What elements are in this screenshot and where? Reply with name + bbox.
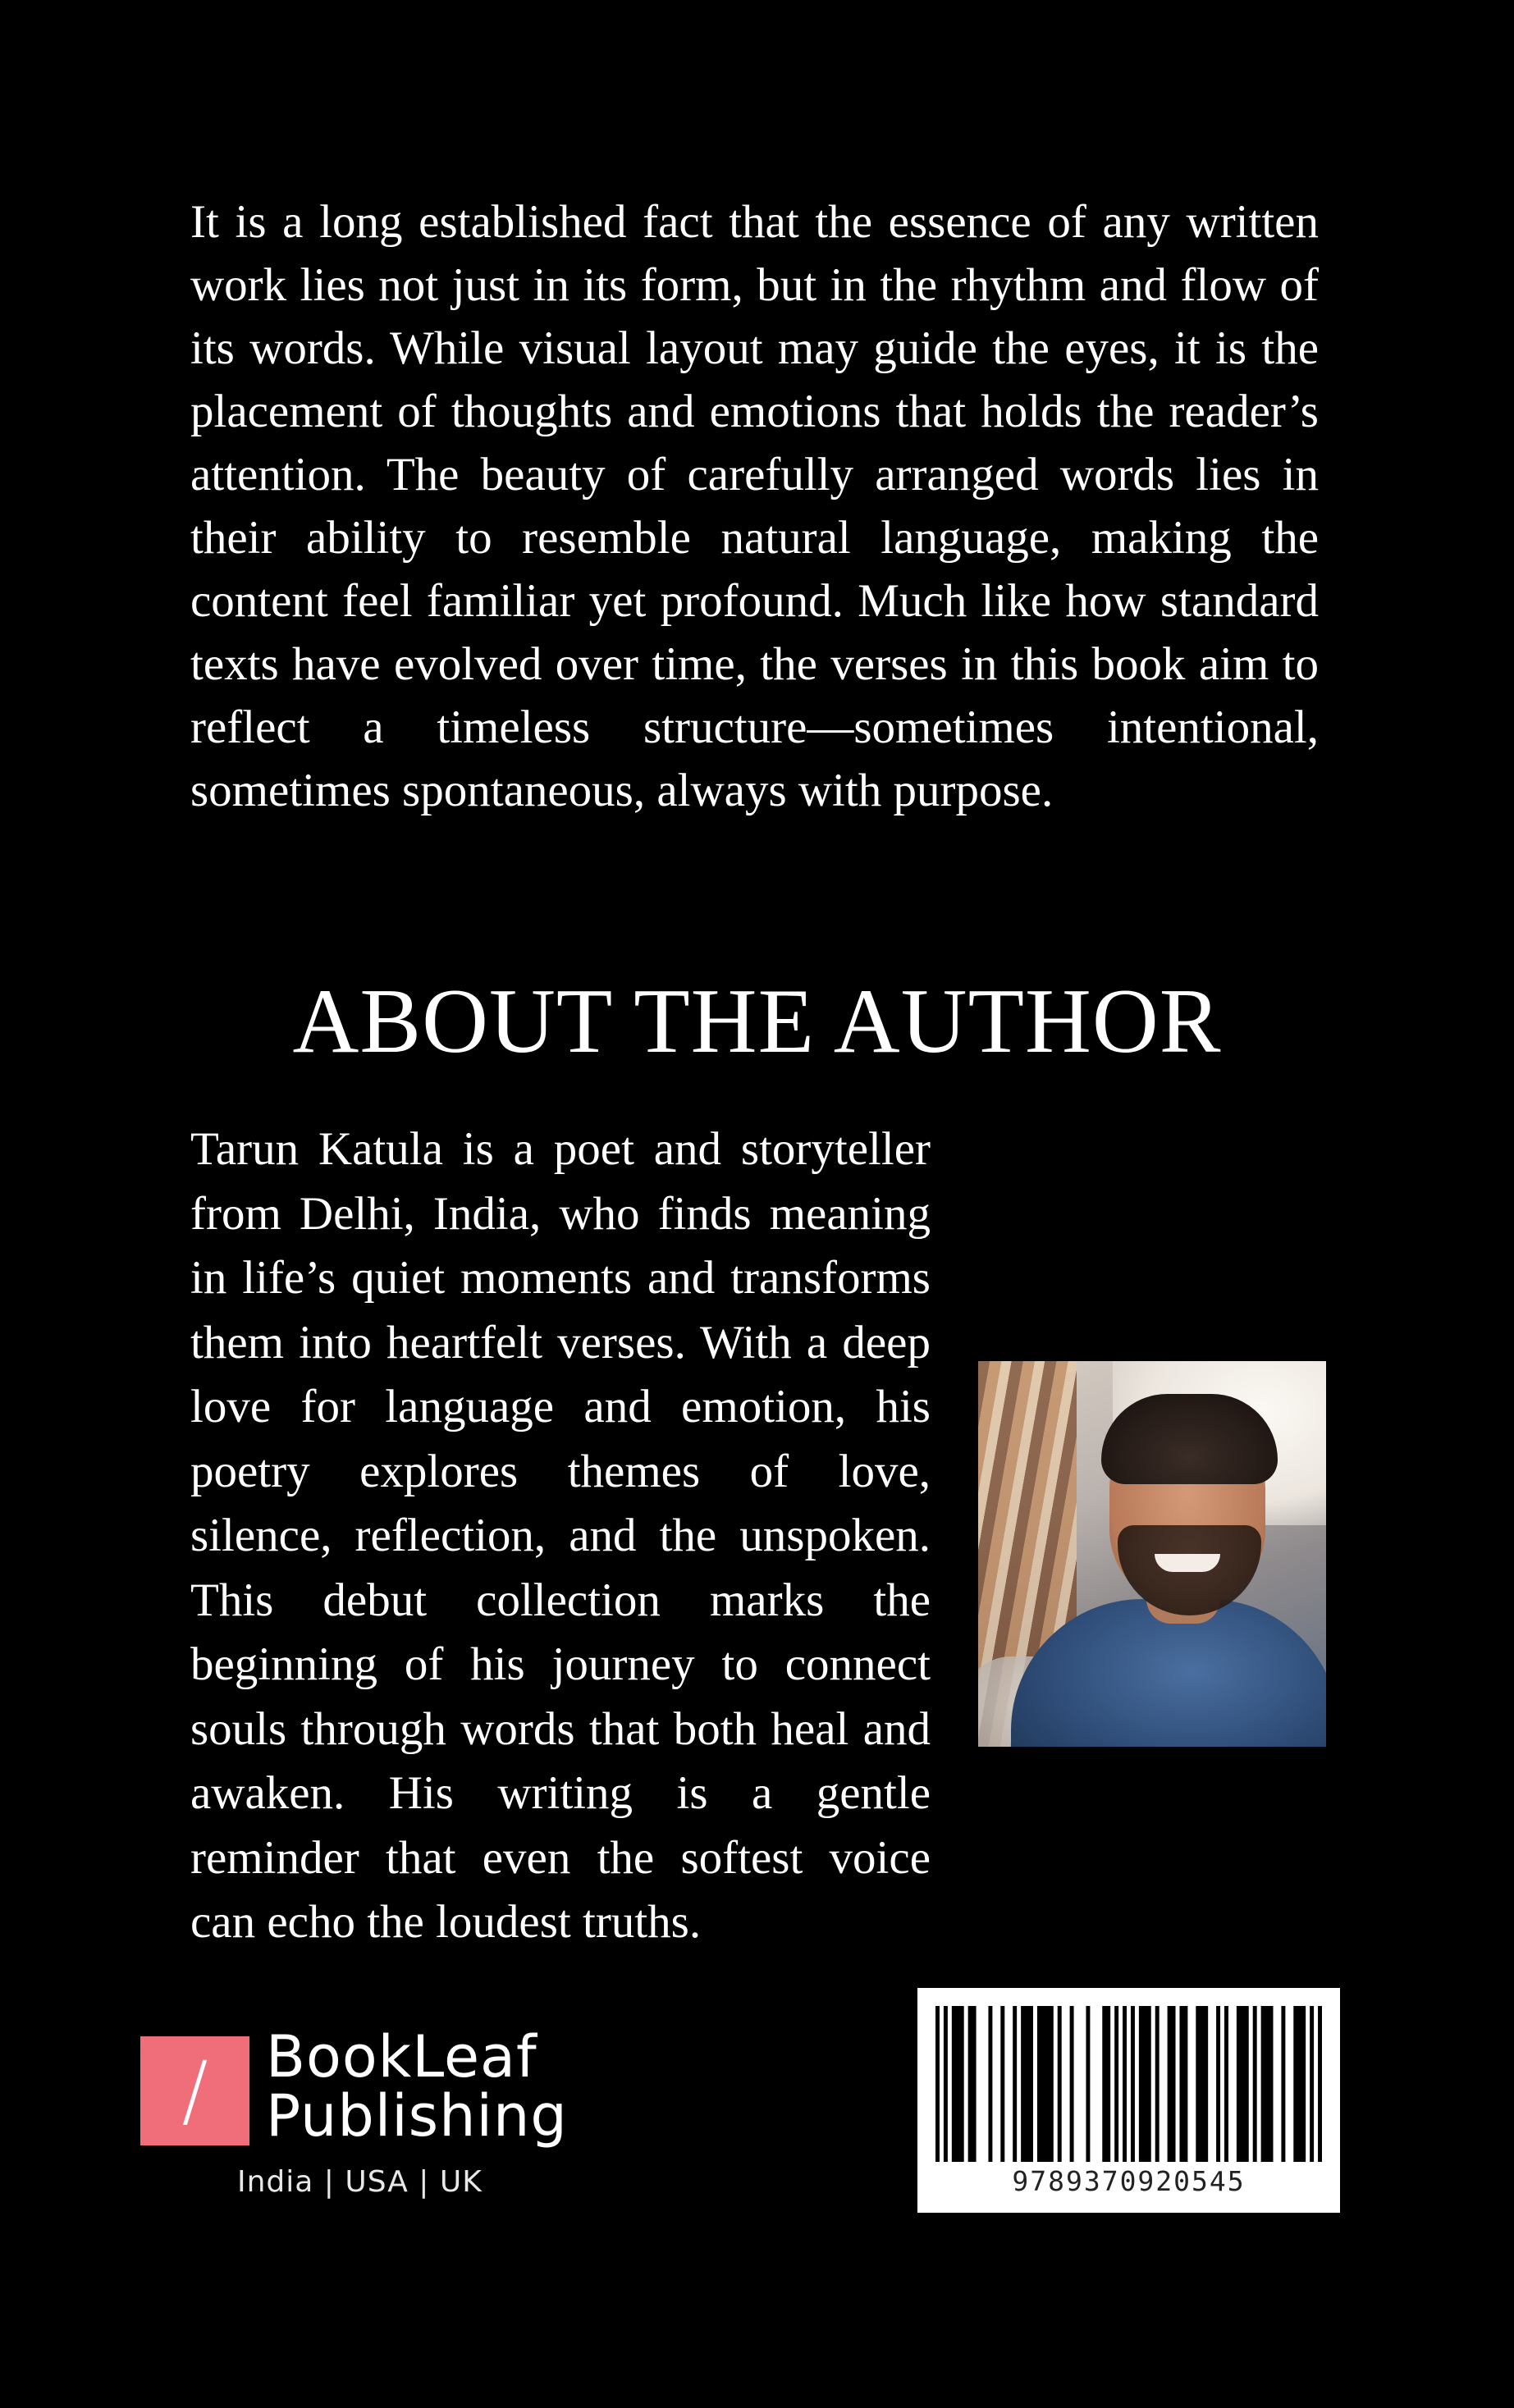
barcode-bar: [1000, 2006, 1004, 2162]
barcode-bar: [1216, 2006, 1220, 2162]
barcode-bar: [1037, 2006, 1054, 2162]
barcode-bar: [1058, 2006, 1062, 2162]
barcode-bar: [1237, 2006, 1249, 2162]
publisher-name-line1: BookLeaf: [266, 2023, 537, 2090]
barcode-bar: [1224, 2006, 1228, 2162]
barcode-bar: [1168, 2006, 1176, 2162]
barcode-bar: [1139, 2006, 1151, 2162]
barcode-bar: [1196, 2006, 1208, 2162]
barcode-bar: [935, 2006, 940, 2162]
barcode-bar: [1114, 2006, 1118, 2162]
barcode-bar: [1131, 2006, 1135, 2162]
barcode-bar: [1070, 2006, 1074, 2162]
barcode-bar: [968, 2006, 977, 2162]
author-photo: [978, 1361, 1326, 1747]
barcode-bar: [1013, 2006, 1017, 2162]
barcode-bars: [935, 2006, 1322, 2162]
barcode-bar: [1261, 2006, 1274, 2162]
author-bio: Tarun Katula is a poet and storyteller from Delhi, India, who finds meaning in life’s quiet moments and transforms them into heartfelt verses. With a deep love for language and emotion, his poetry explores themes of love, silence, reflection, and the unspoken. This debut collection marks the beginning of his journey to connect souls through words that both heal and awaken. His writing is a gentle reminder that even the softest voice can echo the loudest truths.: [190, 1123, 931, 1948]
barcode-bar: [988, 2006, 992, 2162]
isbn-number: 9789370920545: [1012, 2165, 1246, 2197]
barcode-bar: [1086, 2006, 1090, 2162]
barcode-bar: [1318, 2006, 1322, 2162]
barcode-bar: [1179, 2006, 1187, 2162]
barcode-bar: [1123, 2006, 1127, 2162]
barcode-bar: [1021, 2006, 1033, 2162]
back-cover-blurb: It is a long established fact that the essence of any written work lies not just in its form, but in the rhythm and flow of its words. While visual layout may guide the eyes, it is the placement of thoughts and emotions that holds the reader’s attention. The beauty of carefully arranged words lies in their ability to resemble natural language, making the content feel familiar yet profound. Much like how standard texts have evolved over time, the verses in this book aim to reflect a timeless structure—sometimes intentional, sometimes spontaneous, always with purpose.: [190, 196, 1319, 816]
barcode-bar: [952, 2006, 964, 2162]
logo-slash-mark: /: [181, 2045, 208, 2136]
about-author-heading: ABOUT THE AUTHOR: [292, 971, 1222, 1072]
publisher-name-line2: Publishing: [266, 2082, 568, 2150]
barcode-bar: [1155, 2006, 1160, 2162]
publisher-regions: India | USA | UK: [237, 2165, 483, 2199]
barcode-bar: [1293, 2006, 1306, 2162]
barcode-bar: [1281, 2006, 1285, 2162]
barcode-bar: [1310, 2006, 1314, 2162]
barcode-bar: [1253, 2006, 1257, 2162]
barcode-bar: [1102, 2006, 1110, 2162]
isbn-barcode: [917, 1988, 1340, 2213]
barcode-bar: [944, 2006, 948, 2162]
